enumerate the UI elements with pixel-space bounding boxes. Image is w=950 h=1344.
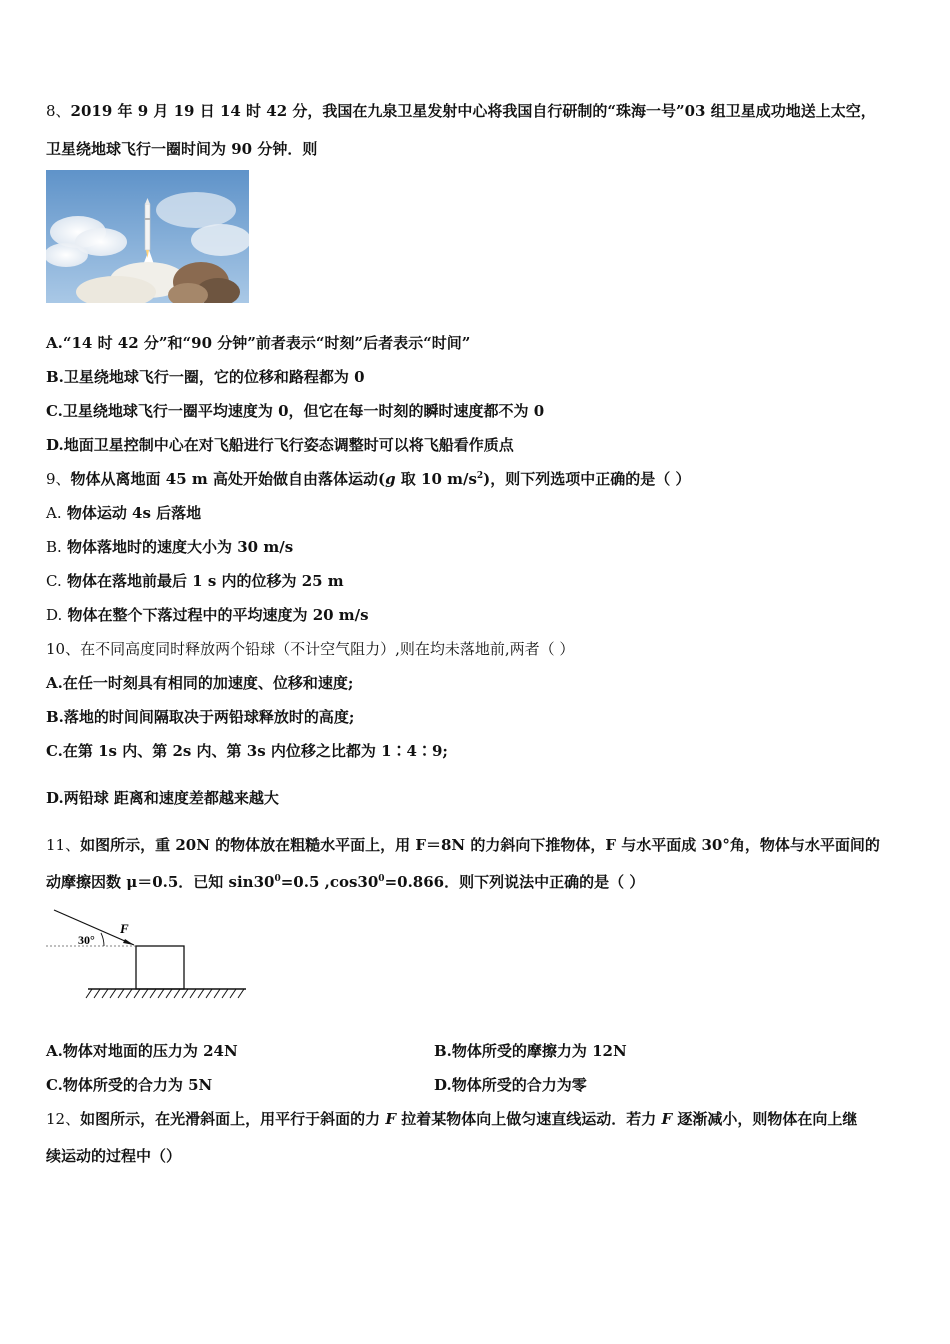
q8-text-line2: 卫星绕地球飞行一圈时间为 90 分钟．则 bbox=[46, 140, 318, 158]
q10-option-c: C.在第 1s 内、第 2s 内、第 3s 内位移之比都为 1∶4∶9; bbox=[46, 742, 448, 760]
q11-sup1: 0 bbox=[274, 874, 281, 884]
q10-text: 在不同高度同时释放两个铅球（不计空气阻力）,则在均未落地前,两者（ ） bbox=[80, 640, 575, 658]
q12-line1 bbox=[46, 1109, 857, 1129]
q9-option-c-text: 物体在落地前最后 1 s 内的位移为 25 m bbox=[61, 572, 344, 590]
q9-option-a bbox=[46, 503, 201, 523]
q11-line2-a: 动摩擦因数 μ＝0.5．已知 sin30 bbox=[46, 873, 275, 891]
q11-line2 bbox=[46, 872, 644, 892]
q9-number: 9、 bbox=[46, 470, 71, 488]
q11-option-d: D.物体所受的合力为零 bbox=[434, 1076, 587, 1094]
q8-option-c: C.卫星绕地球飞行一圈平均速度为 0，但它在每一时刻的瞬时速度都不为 0 bbox=[46, 402, 545, 420]
q9-option-c bbox=[46, 571, 344, 591]
q11-option-a: A.物体对地面的压力为 24N bbox=[46, 1042, 238, 1060]
q11-line1 bbox=[46, 835, 880, 855]
q8-text-line1: 2019 年 9 月 19 日 14 时 42 分，我国在九泉卫星发射中心将我国自行研制的“珠海一号”03 组卫星成功地送上太空， bbox=[70, 102, 876, 120]
q11-option-b: B.物体所受的摩擦力为 12N bbox=[434, 1042, 627, 1060]
q12-force-f2: F bbox=[661, 1110, 673, 1128]
q10-number: 10、 bbox=[46, 640, 81, 658]
q10-option-a: A.在任一时刻具有相同的加速度、位移和速度; bbox=[46, 674, 354, 692]
q11-text-line1: 如图所示，重 20N 的物体放在粗糙水平面上，用 F＝8N 的力斜向下推物体，F 与水平面成 30°角，物体与水平面间的 bbox=[80, 836, 880, 854]
q9-option-b-label: B. bbox=[46, 538, 62, 556]
q12-line2: 续运动的过程中（） bbox=[46, 1147, 182, 1165]
q8-number: 8、 bbox=[46, 102, 71, 120]
q12-line1-b: 拉着某物体向上做匀速直线运动．若力 bbox=[395, 1110, 662, 1128]
q8-option-d: D.地面卫星控制中心在对飞船进行飞行姿态调整时可以将飞船看作质点 bbox=[46, 436, 514, 454]
q9-option-d-label: D. bbox=[46, 606, 63, 624]
q8-option-a: A.“14 时 42 分”和“90 分钟”前者表示“时刻”后者表示“时间” bbox=[46, 334, 471, 352]
q9-option-a-label: A. bbox=[46, 504, 62, 522]
angle-arc bbox=[101, 933, 104, 946]
q10-stem bbox=[46, 639, 574, 659]
q11-number: 11、 bbox=[46, 836, 81, 854]
q9-option-d bbox=[46, 605, 369, 625]
force-arrowhead bbox=[123, 939, 134, 945]
q9-option-b bbox=[46, 537, 293, 557]
q9-option-d-text: 物体在整个下落过程中的平均速度为 20 m/s bbox=[62, 606, 369, 624]
q10-option-b: B.落地的时间间隔取决于两铅球释放时的高度; bbox=[46, 708, 355, 726]
force-label: F bbox=[120, 921, 129, 936]
q12-number: 12、 bbox=[46, 1110, 81, 1128]
q11-option-c: C.物体所受的合力为 5N bbox=[46, 1076, 213, 1094]
q9-option-b-text: 物体落地时的速度大小为 30 m/s bbox=[61, 538, 294, 556]
q9-option-a-text: 物体运动 4s 后落地 bbox=[61, 504, 202, 522]
ground-hatching bbox=[86, 989, 244, 998]
force-diagram bbox=[46, 906, 250, 1002]
angle-label: 30° bbox=[78, 933, 95, 947]
q10-option-d: D.两铅球 距离和速度差都越来越大 bbox=[46, 789, 279, 807]
q11-line2-b: =0.5 ,cos30 bbox=[280, 873, 379, 891]
block bbox=[136, 946, 184, 989]
q11-line2-c: =0.866．则下列说法中正确的是（ ） bbox=[384, 873, 645, 891]
q12-line1-c: 逐渐减小，则物体在向上继 bbox=[672, 1110, 858, 1128]
q9-stem bbox=[46, 469, 691, 489]
q9-g: g bbox=[385, 470, 396, 488]
q9-text-post: )，则下列选项中正确的是（ ） bbox=[483, 470, 691, 488]
q8-line2 bbox=[46, 139, 317, 159]
q8-line1 bbox=[46, 101, 876, 121]
q12-line1-a: 如图所示，在光滑斜面上，用平行于斜面的力 bbox=[80, 1110, 386, 1128]
q9-text-mid: 取 10 m/s bbox=[395, 470, 477, 488]
q8-option-b: B.卫星绕地球飞行一圈，它的位移和路程都为 0 bbox=[46, 368, 365, 386]
q11-sup2: 0 bbox=[378, 874, 385, 884]
q9-sup: 2 bbox=[476, 471, 484, 481]
q12-force-f1: F bbox=[385, 1110, 396, 1128]
q9-option-c-label: C. bbox=[46, 572, 62, 590]
q9-text-pre: 物体从离地面 45 m 高处开始做自由落体运动( bbox=[70, 470, 386, 488]
rocket-launch-photo bbox=[46, 170, 249, 303]
